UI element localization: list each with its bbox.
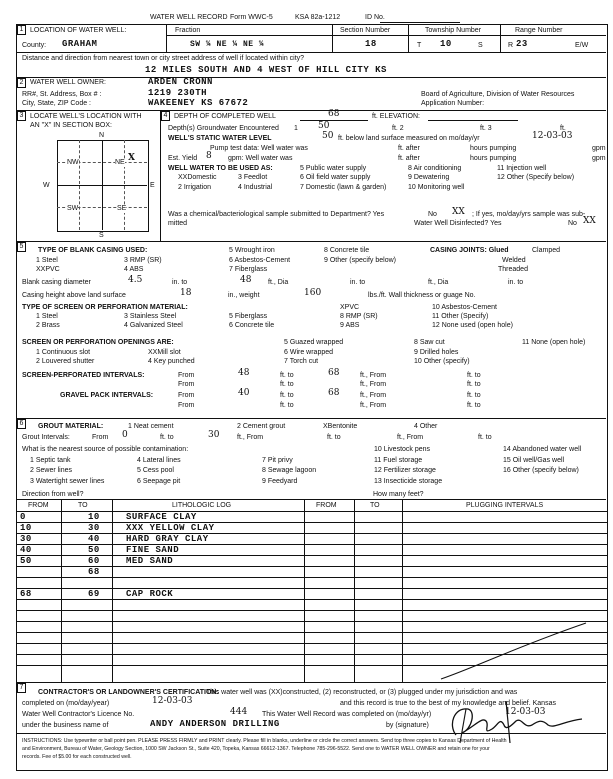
groundwater-3-label: ft. 3 bbox=[480, 125, 492, 132]
height-value[interactable]: 18 bbox=[180, 288, 192, 298]
yield-hours: hours pumping bbox=[470, 155, 517, 162]
row-desc: CAP ROCK bbox=[126, 589, 174, 599]
grout-to-value[interactable]: 30 bbox=[208, 430, 220, 440]
board-label: Board of Agriculture, Division of Water Resources bbox=[421, 91, 575, 98]
contam-seepage[interactable]: 6 Seepage pit bbox=[137, 478, 181, 485]
casing-rmp[interactable]: 3 RMP (SR) bbox=[124, 257, 162, 264]
pump-test-label: Pump test data: Well water was bbox=[210, 145, 308, 152]
use-public-supply[interactable]: 5 Public water supply bbox=[300, 165, 367, 172]
chemical-tail: ; If yes, mo/day/yrs sample was sub- bbox=[472, 211, 586, 218]
plug-header-to: TO bbox=[370, 502, 380, 509]
groundwater-1-num: 1 bbox=[294, 125, 298, 132]
static-level-date[interactable]: 12-03-03 bbox=[532, 131, 573, 141]
use-oil-field[interactable]: 6 Oil field water supply bbox=[300, 174, 371, 181]
spi-ftfrom-label-2: ft., From bbox=[360, 381, 387, 388]
casing-other[interactable]: 9 Other (specify below) bbox=[324, 257, 396, 264]
use-air-conditioning[interactable]: 8 Air conditioning bbox=[408, 165, 462, 172]
yield-value[interactable]: 8 bbox=[206, 151, 212, 161]
contamination-label: What is the nearest source of possible contamination: bbox=[22, 446, 189, 453]
row-from: 0 bbox=[20, 512, 26, 522]
section-number-7: 7 bbox=[17, 683, 26, 693]
row-desc: HARD GRAY CLAY bbox=[126, 534, 209, 544]
use-monitoring-well[interactable]: 10 Monitoring well bbox=[408, 184, 465, 191]
spi-ftfrom-label: ft., From bbox=[360, 372, 387, 379]
spi-to-label-2: ft. to bbox=[467, 372, 481, 379]
county-label: County: bbox=[22, 42, 47, 49]
township-s: S bbox=[478, 42, 483, 49]
screen-intervals-label: SCREEN-PERFORATED INTERVALS: bbox=[22, 372, 145, 379]
yield-label: Est. Yield bbox=[168, 155, 198, 162]
opening-continuous[interactable]: 1 Continuous slot bbox=[36, 349, 91, 356]
screen-none[interactable]: 12 None used (open hole) bbox=[432, 322, 513, 329]
casing-abs[interactable]: 4 ABS bbox=[124, 266, 144, 273]
city-label: City, State, ZIP Code : bbox=[22, 100, 91, 107]
screen-stainless[interactable]: 3 Stainless Steel bbox=[124, 313, 177, 320]
row-from: 50 bbox=[20, 556, 32, 566]
city-value[interactable]: WAKEENEY KS 67672 bbox=[148, 98, 249, 108]
use-other[interactable]: 12 Other (Specify below) bbox=[497, 174, 575, 181]
casing-joints-label: CASING JOINTS: Glued bbox=[430, 247, 509, 254]
contam-cess-pool[interactable]: 5 Cess pool bbox=[137, 467, 174, 474]
use-domestic-lawn[interactable]: 7 Domestic (lawn & garden) bbox=[300, 184, 387, 191]
disinfected-no-mark[interactable]: XX bbox=[583, 216, 596, 226]
static-level-tail: ft. below land surface measured on mo/day/yr bbox=[338, 135, 480, 142]
certification-text: This water well was (XX)constructed, (2) reconstructed, or (3) plugged under my jurisdiction and was bbox=[206, 689, 518, 696]
contam-fertilizer[interactable]: 12 Fertilizer storage bbox=[374, 467, 436, 474]
screen-steel[interactable]: 1 Steel bbox=[36, 313, 58, 320]
yield-after: ft. after bbox=[398, 155, 420, 162]
locate-label: LOCATE WELL'S LOCATION WITH bbox=[30, 113, 142, 120]
contam-fuel[interactable]: 11 Fuel storage bbox=[374, 457, 423, 464]
form-number: Form WWC-5 bbox=[230, 14, 273, 21]
opening-none[interactable]: 11 None (open hole) bbox=[522, 339, 586, 346]
east-label: E bbox=[150, 182, 155, 189]
contam-sewer[interactable]: 2 Sewer lines bbox=[30, 467, 73, 474]
row-desc: XXX YELLOW CLAY bbox=[126, 523, 215, 533]
log-header-to: TO bbox=[78, 502, 88, 509]
south-label: S bbox=[99, 232, 104, 239]
spi-to-value[interactable]: 68 bbox=[328, 368, 340, 378]
yield-tail: gpm: Well water was bbox=[228, 155, 293, 162]
contam-lagoon[interactable]: 8 Sewage lagoon bbox=[262, 467, 317, 474]
owner-value[interactable]: ARDEN CRONN bbox=[148, 77, 213, 87]
license-label: Water Well Contractor's Licence No. bbox=[22, 711, 135, 718]
row-desc: FINE SAND bbox=[126, 545, 180, 555]
contam-watertight[interactable]: 3 Watertight sewer lines bbox=[30, 478, 105, 485]
screen-rmp[interactable]: 8 RMP (SR) bbox=[340, 313, 378, 320]
table-row bbox=[16, 590, 304, 601]
pump-after: ft. after bbox=[398, 145, 420, 152]
opening-other[interactable]: 10 Other (specify) bbox=[414, 358, 470, 365]
opening-saw[interactable]: 8 Saw cut bbox=[414, 339, 445, 346]
section-number-6: 6 bbox=[17, 419, 26, 429]
record-completed-date[interactable]: 12-03-03 bbox=[505, 707, 546, 717]
spi-from-label: From bbox=[178, 372, 195, 379]
log-header-lithologic: LITHOLOGIC LOG bbox=[172, 502, 232, 509]
range-value[interactable]: 23 bbox=[516, 39, 528, 49]
gpi-to-value[interactable]: 68 bbox=[328, 388, 340, 398]
chemical-no-mark[interactable]: XX bbox=[452, 207, 465, 217]
elevation-label: ft. ELEVATION: bbox=[372, 113, 420, 120]
groundwater-2-label: ft. 2 bbox=[392, 125, 404, 132]
opening-key-punched[interactable]: 4 Key punched bbox=[148, 358, 195, 365]
grout-intervals-label: Grout Intervals: bbox=[22, 434, 70, 441]
county-value[interactable]: GRAHAM bbox=[62, 39, 98, 49]
ne-quadrant-label: NE bbox=[115, 159, 125, 166]
direction-label: Direction from well? bbox=[22, 491, 84, 498]
section-value[interactable]: 18 bbox=[365, 39, 377, 49]
joints-welded[interactable]: Welded bbox=[502, 257, 526, 264]
screen-galvanized[interactable]: 4 Galvanized Steel bbox=[124, 322, 183, 329]
grout-to-label-2: ft. to bbox=[327, 434, 341, 441]
grout-ftfrom-label: ft., From bbox=[237, 434, 264, 441]
grout-label: GROUT MATERIAL: bbox=[38, 423, 104, 430]
plug-header-intervals: PLUGGING INTERVALS bbox=[466, 502, 544, 509]
record-completed-label: This Water Well Record was completed on (mo/day/yr) bbox=[262, 711, 432, 718]
diameter-ft-dia: ft., Dia bbox=[268, 279, 289, 286]
location-mark: X bbox=[128, 153, 135, 163]
casing-steel[interactable]: 1 Steel bbox=[36, 257, 58, 264]
table-row bbox=[16, 568, 304, 579]
range-r: R bbox=[508, 42, 514, 49]
wall-label: lbs./ft. Wall thickness or guage No. bbox=[368, 292, 476, 299]
use-feedlot[interactable]: 3 Feedlot bbox=[238, 174, 268, 181]
spi-to-label-4: ft. to bbox=[467, 381, 481, 388]
screen-abs[interactable]: 9 ABS bbox=[340, 322, 360, 329]
casing-asbestos[interactable]: 6 Asbestos-Cement bbox=[229, 257, 291, 264]
section-box[interactable] bbox=[43, 132, 155, 239]
grout-from-label: From bbox=[92, 434, 109, 441]
spi-from-value[interactable]: 48 bbox=[238, 368, 250, 378]
completed-tail: and this record is true to the best of my knowledge and belief. Kansas bbox=[340, 700, 556, 707]
gpi-to-label-4: ft. to bbox=[467, 402, 481, 409]
section-number-2: 2 bbox=[17, 78, 26, 88]
lithologic-log-table bbox=[16, 499, 607, 682]
owner-label: WATER WELL OWNER: bbox=[30, 79, 106, 86]
row-to: 40 bbox=[88, 534, 100, 544]
spi-from-label-2: From bbox=[178, 381, 195, 388]
screen-brass[interactable]: 2 Brass bbox=[36, 322, 60, 329]
certification-label: CONTRACTOR'S OR LANDOWNER'S CERTIFICATION: bbox=[38, 689, 219, 696]
ksa-reference: KSA 82a-1212 bbox=[295, 14, 341, 21]
opening-torch[interactable]: 7 Torch cut bbox=[284, 358, 319, 365]
contam-insecticide[interactable]: 13 Insecticide storage bbox=[374, 478, 443, 485]
screen-concrete[interactable]: 6 Concrete tile bbox=[229, 322, 275, 329]
gravel-intervals-label: GRAVEL PACK INTERVALS: bbox=[60, 392, 154, 399]
use-domestic[interactable]: XXDomestic bbox=[178, 174, 217, 181]
row-from: 68 bbox=[20, 589, 32, 599]
distance-value[interactable]: 12 MILES SOUTH AND 4 WEST OF HILL CITY KS bbox=[145, 65, 387, 75]
gpi-from-label: From bbox=[178, 392, 195, 399]
static-level-label: WELL'S STATIC WATER LEVEL bbox=[168, 135, 272, 142]
row-from: 30 bbox=[20, 534, 32, 544]
fraction-label: Fraction bbox=[175, 27, 201, 34]
gpi-to-label-2: ft. to bbox=[467, 392, 481, 399]
address-label: RR#, St. Address, Box # : bbox=[22, 91, 102, 98]
row-to: 60 bbox=[88, 556, 100, 566]
application-number-label: Application Number: bbox=[421, 100, 485, 107]
grout-bentonite[interactable]: XBentonite bbox=[323, 423, 358, 430]
form-title: WATER WELL RECORD bbox=[150, 14, 228, 21]
casing-label: TYPE OF BLANK CASING USED: bbox=[38, 247, 148, 254]
screen-pvc[interactable]: XPVC bbox=[340, 304, 360, 311]
section-number-1: 1 bbox=[17, 25, 26, 35]
diameter-in-to-3: in. to bbox=[508, 279, 524, 286]
contam-lateral[interactable]: 4 Lateral lines bbox=[137, 457, 181, 464]
row-to: 30 bbox=[88, 523, 100, 533]
casing-concrete[interactable]: 8 Concrete tile bbox=[324, 247, 370, 254]
row-to: 69 bbox=[88, 589, 100, 599]
instructions-line-1: INSTRUCTIONS: Use typewriter or ball point pen. PLEASE PRESS FIRMLY and PRINT clearly. Please fill in blanks, underline or circle the correct answers. Send top three copies to Kansas Department of Health bbox=[22, 738, 507, 744]
spi-to-label-3: ft. to bbox=[280, 381, 294, 388]
yield-gpm: gpm bbox=[592, 155, 606, 162]
west-label: W bbox=[43, 182, 50, 189]
gpi-ftfrom-label-2: ft., From bbox=[360, 402, 387, 409]
north-label: N bbox=[99, 132, 105, 139]
disinfected-no-label: No bbox=[568, 220, 577, 227]
contam-other[interactable]: 16 Other (specify below) bbox=[503, 467, 579, 474]
groundwater-ft: ft. bbox=[560, 125, 566, 132]
row-to: 10 bbox=[88, 512, 100, 522]
gpi-ftfrom-label: ft., From bbox=[360, 392, 387, 399]
use-dewatering[interactable]: 9 Dewatering bbox=[408, 174, 450, 181]
weight-value[interactable]: 160 bbox=[304, 288, 322, 298]
row-desc: MED SAND bbox=[126, 556, 174, 566]
pump-hours: hours pumping bbox=[470, 145, 517, 152]
location-label: LOCATION OF WATER WELL: bbox=[30, 27, 127, 34]
pump-gpm: gpm bbox=[592, 145, 606, 152]
township-t: T bbox=[417, 42, 422, 49]
business-label: under the business name of bbox=[22, 722, 109, 729]
diameter-value[interactable]: 4.5 bbox=[128, 275, 143, 285]
instructions-line-2: and Environment, Bureau of Water, Geology Section, 1000 SW Jackson St., Suite 420, Topeka, Kansas 66612-1367. Telephone 785-296-5522. Send one to WATER WELL OWNER and retain one for your bbox=[22, 746, 490, 752]
gpi-from-value[interactable]: 40 bbox=[238, 388, 250, 398]
grout-from-value[interactable]: 0 bbox=[122, 430, 128, 440]
sw-quadrant-label: SW bbox=[67, 205, 79, 212]
section-number-label: Section Number bbox=[340, 27, 391, 34]
opening-wire[interactable]: 6 Wire wrapped bbox=[284, 349, 334, 356]
height-label: Casing height above land surface bbox=[22, 292, 126, 299]
opening-drilled[interactable]: 9 Drilled holes bbox=[414, 349, 459, 356]
depth-value[interactable]: 68 bbox=[328, 109, 340, 119]
use-injection-well[interactable]: 11 Injection well bbox=[497, 165, 547, 172]
groundwater-label: Depth(s) Groundwater Encountered bbox=[168, 125, 279, 132]
chemical-no-label: No bbox=[428, 211, 437, 218]
distance-label: Distance and direction from nearest town or city street address of well if located within city? bbox=[22, 55, 305, 62]
plug-header-from: FROM bbox=[316, 502, 337, 509]
depth-label: DEPTH OF COMPLETED WELL bbox=[174, 113, 276, 120]
contam-septic[interactable]: 1 Septic tank bbox=[30, 457, 71, 464]
row-from: 10 bbox=[20, 523, 32, 533]
openings-label: SCREEN OR PERFORATION OPENINGS ARE: bbox=[22, 339, 174, 346]
grout-ftfrom-label-2: ft., From bbox=[397, 434, 424, 441]
grout-other[interactable]: 4 Other bbox=[414, 423, 438, 430]
screen-other[interactable]: 11 Other (Specify) bbox=[432, 313, 489, 320]
use-industrial[interactable]: 4 Industrial bbox=[238, 184, 273, 191]
range-ew: E/W bbox=[575, 42, 589, 49]
chemical-question: Was a chemical/bacteriological sample submitted to Department? Yes bbox=[168, 211, 385, 218]
row-to: 50 bbox=[88, 545, 100, 555]
disinfected-label: Water Well Disinfected? Yes bbox=[414, 220, 502, 227]
spi-to-label: ft. to bbox=[280, 372, 294, 379]
casing-pvc[interactable]: XXPVC bbox=[36, 266, 60, 273]
contam-abandoned[interactable]: 14 Abandoned water well bbox=[503, 446, 582, 453]
void-slash-mark bbox=[436, 617, 596, 687]
instructions-line-3: records. Fee of $5.00 for each constructed well. bbox=[22, 754, 132, 760]
completed-date[interactable]: 12-03-03 bbox=[152, 696, 193, 706]
screen-asbestos[interactable]: 10 Asbestos-Cement bbox=[432, 304, 497, 311]
gpi-from-label-2: From bbox=[178, 402, 195, 409]
nw-quadrant-label: NW bbox=[67, 159, 79, 166]
joints-threaded[interactable]: Threaded bbox=[498, 266, 528, 273]
locate-label-2: AN "X" IN SECTION BOX: bbox=[30, 122, 112, 129]
contam-feedyard[interactable]: 9 Feedyard bbox=[262, 478, 298, 485]
diameter-ft-dia-2: ft., Dia bbox=[428, 279, 449, 286]
diameter-label: Blank casing diameter bbox=[22, 279, 91, 286]
grout-cement[interactable]: 2 Cement grout bbox=[237, 423, 286, 430]
diameter-in-to: in. to bbox=[172, 279, 188, 286]
groundwater-1-value[interactable]: 50 bbox=[318, 121, 330, 131]
opening-guazed[interactable]: 5 Guazed wrapped bbox=[284, 339, 344, 346]
screen-fiberglass[interactable]: 5 Fiberglass bbox=[229, 313, 268, 320]
use-irrigation[interactable]: 2 Irrigation bbox=[178, 184, 212, 191]
gpi-to-label: ft. to bbox=[280, 392, 294, 399]
static-level-value[interactable]: 50 bbox=[322, 131, 334, 141]
business-name[interactable]: ANDY ANDERSON DRILLING bbox=[150, 719, 280, 729]
contam-livestock[interactable]: 10 Livestock pens bbox=[374, 446, 431, 453]
license-value[interactable]: 444 bbox=[230, 707, 248, 717]
section-number-4: 4 bbox=[161, 111, 170, 121]
diameter-to-value[interactable]: 48 bbox=[240, 275, 252, 285]
section-number-3: 3 bbox=[17, 111, 26, 121]
screen-material-label: TYPE OF SCREEN OR PERFORATION MATERIAL: bbox=[22, 304, 188, 311]
gpi-to-label-3: ft. to bbox=[280, 402, 294, 409]
fraction-value[interactable]: SW ¼ NE ¼ NE ¼ bbox=[190, 40, 265, 49]
completed-label: completed on (mo/day/year) bbox=[22, 700, 110, 707]
section-number-5: 5 bbox=[17, 242, 26, 252]
row-from: 40 bbox=[20, 545, 32, 555]
address-value[interactable]: 1219 230TH bbox=[148, 88, 208, 98]
signature-label: by (signature) bbox=[386, 722, 429, 729]
contam-pit-privy[interactable]: 7 Pit privy bbox=[262, 457, 293, 464]
grout-to-label-3: ft. to bbox=[478, 434, 492, 441]
casing-fiberglass[interactable]: 7 Fiberglass bbox=[229, 266, 268, 273]
se-quadrant-label: SE bbox=[117, 205, 127, 212]
joints-clamped[interactable]: Clamped bbox=[532, 247, 561, 254]
how-many-feet-label: How many feet? bbox=[373, 491, 424, 498]
range-label: Range Number bbox=[515, 27, 563, 34]
opening-mill-slot[interactable]: XXMill slot bbox=[148, 349, 181, 356]
height-weight-label: in., weight bbox=[228, 292, 260, 299]
chemical-mitted: mitted bbox=[168, 220, 188, 227]
opening-louvered[interactable]: 2 Louvered shutter bbox=[36, 358, 95, 365]
grout-to-label: ft. to bbox=[160, 434, 174, 441]
id-label: ID No. bbox=[365, 14, 385, 21]
township-label: Township Number bbox=[425, 27, 482, 34]
contam-oil-gas[interactable]: 15 Oil well/Gas well bbox=[503, 457, 565, 464]
row-to: 68 bbox=[88, 567, 100, 577]
casing-wrought-iron[interactable]: 5 Wrought iron bbox=[229, 247, 275, 254]
grout-neat-cement[interactable]: 1 Neat cement bbox=[128, 423, 174, 430]
table-row bbox=[16, 557, 304, 568]
log-header-from: FROM bbox=[28, 502, 49, 509]
row-desc: SURFACE CLAY bbox=[126, 512, 197, 522]
use-label: WELL WATER TO BE USED AS: bbox=[168, 165, 273, 172]
diameter-in-to-2: in. to bbox=[350, 279, 366, 286]
township-value[interactable]: 10 bbox=[440, 39, 452, 49]
